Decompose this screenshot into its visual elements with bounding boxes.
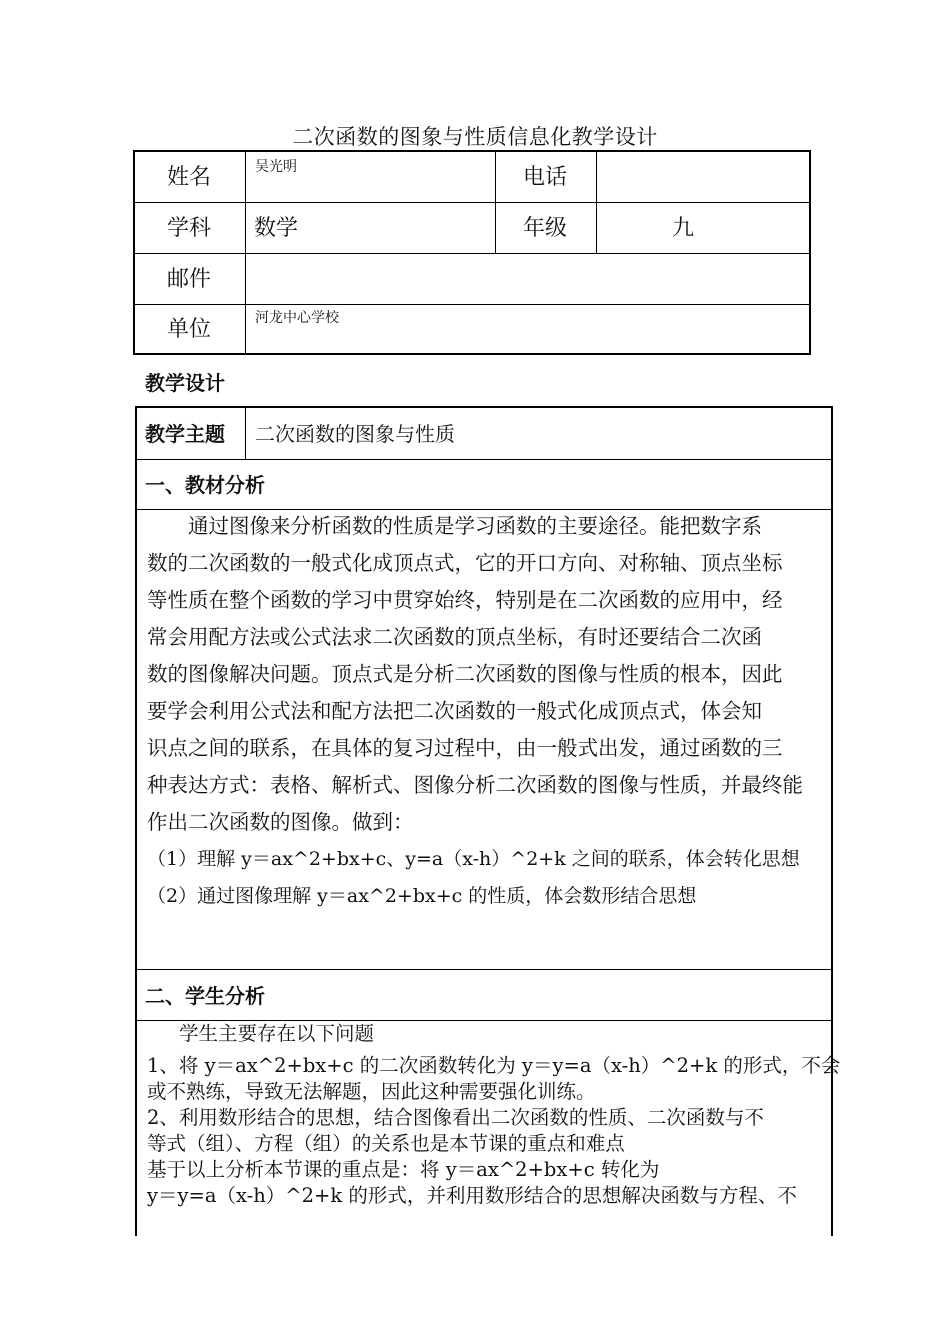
paragraph-line: 等式（组）、方程（组）的关系也是本节课的重点和难点 (147, 1132, 625, 1155)
name-value: 吴光明 (255, 159, 297, 175)
paragraph-line: 种表达方式：表格、解析式、图像分析二次函数的图像与性质，并最终能 (147, 773, 803, 797)
paragraph-line: 等性质在整个函数的学习中贯穿始终，特别是在二次函数的应用中，经 (147, 588, 783, 612)
personal-info-table (133, 150, 811, 355)
row-divider (137, 969, 831, 970)
teaching-design-table (135, 406, 841, 1236)
column-divider (495, 152, 496, 253)
name-label: 姓名 (167, 165, 212, 190)
paragraph-line: 1、将 y＝ax^2+bx+c 的二次函数转化为 y＝y=a（x-h）^2+k 的形式，不会 (147, 1054, 841, 1077)
paragraph-line: 基于以上分析本节课的重点是：将 y＝ax^2+bx+c 转化为 (147, 1158, 660, 1181)
paragraph-line: 通过图像来分析函数的性质是学习函数的主要途径。能把数字系 (188, 514, 762, 538)
subject-label: 学科 (167, 216, 212, 241)
objective-line: （2）通过图像理解 y＝ax^2+bx+c 的性质，体会数形结合思想 (147, 885, 697, 907)
paragraph-line: y＝y=a（x-h）^2+k 的形式，并利用数形结合的思想解决函数与方程、不 (147, 1184, 797, 1207)
row-divider (137, 459, 831, 460)
topic-label: 教学主题 (145, 422, 225, 446)
column-divider (596, 152, 597, 253)
section-title-student-analysis: 二、学生分析 (145, 984, 265, 1008)
email-label: 邮件 (167, 267, 212, 292)
section-title-material-analysis: 一、教材分析 (145, 473, 265, 497)
grade-value: 九 (672, 216, 695, 241)
row-divider (135, 304, 809, 305)
subject-value: 数学 (254, 216, 299, 241)
paragraph-line: 要学会利用公式法和配方法把二次函数的一般式化成顶点式，体会知 (147, 699, 762, 723)
unit-value: 河龙中心学校 (255, 310, 339, 326)
paragraph-line: 常会用配方法或公式法求二次函数的顶点坐标，有时还要结合二次函 (147, 625, 762, 649)
paragraph-line: 学生主要存在以下问题 (179, 1022, 375, 1045)
row-divider (135, 202, 809, 203)
material-analysis-text (147, 508, 823, 915)
paragraph-line: 作出二次函数的图像。做到： (147, 810, 414, 834)
document-title: 二次函数的图象与性质信息化教学设计 (292, 125, 658, 149)
grade-label: 年级 (523, 216, 568, 241)
paragraph-line: 数的图像解决问题。顶点式是分析二次函数的图像与性质的根本，因此 (147, 662, 783, 686)
topic-value: 二次函数的图象与性质 (255, 422, 455, 446)
row-divider (135, 253, 809, 254)
unit-label: 单位 (167, 317, 212, 342)
paragraph-line: 2、利用数形结合的思想，结合图像看出二次函数的性质、二次函数与不 (147, 1106, 764, 1129)
phone-label: 电话 (523, 165, 568, 190)
paragraph-line: 或不熟练，导致无法解题，因此这种需要强化训练。 (147, 1080, 596, 1103)
objective-line: （1）理解 y＝ax^2+bx+c、y=a（x-h）^2+k 之间的联系，体会转化思想 (147, 848, 800, 870)
column-divider (245, 152, 246, 353)
paragraph-line: 识点之间的联系，在具体的复习过程中，由一般式出发，通过函数的三 (147, 736, 783, 760)
paragraph-line: 数的二次函数的一般式化成顶点式，它的开口方向、对称轴、顶点坐标 (147, 551, 783, 575)
student-analysis-text (147, 1021, 841, 1209)
design-heading: 教学设计 (145, 371, 225, 395)
column-divider (245, 408, 246, 459)
